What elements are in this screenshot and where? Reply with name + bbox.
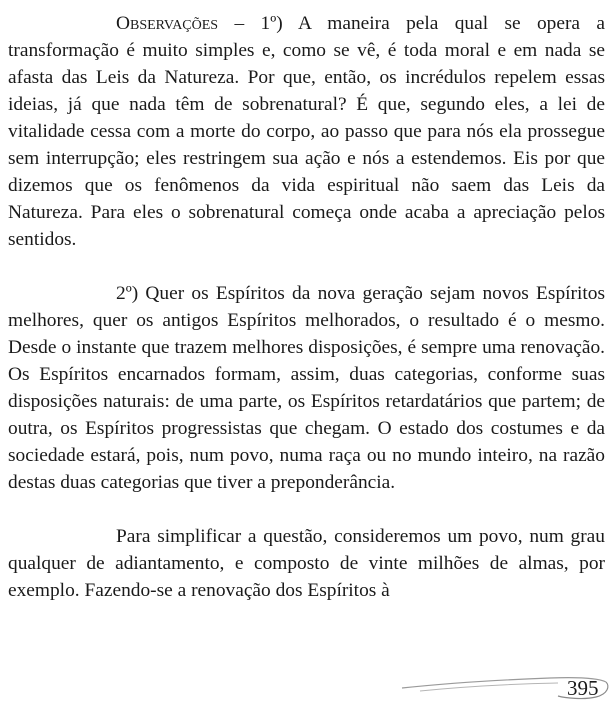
paragraph-lead-smallcaps: Observações	[116, 13, 219, 34]
paragraph-observacoes	[8, 10, 605, 253]
page-body	[8, 10, 605, 604]
paragraph-third: Para simplificar a questão, consideremos um povo, num grau qualquer de adiantamento, e composto de vinte milhões de almas, por exemplo. Fazendo-se a renovação dos Espíritos à	[8, 526, 605, 601]
paragraph-second: 2º) Quer os Espíritos da nova geração sejam novos Espíritos melhores, quer os antigos Espíritos melhorados, o resultado é o mesmo. Desde o instante que trazem melhores disposições, é sempre uma renovação. Os Espíritos encarnados formam, assim, duas categorias, conforme suas disposições naturais: de uma parte, os Espíritos retardatários que partem; de outra, os Espíritos progressistas que chegam. O estado dos costumes e da sociedade estará, pois, num povo, numa raça ou no mundo inteiro, na razão destas duas categorias que tiver a preponderância.	[8, 283, 605, 493]
page-footer	[0, 664, 611, 717]
page-number: 395	[567, 676, 599, 700]
paragraph-observacoes-text: – 1º) A maneira pela qual se opera a transformação é muito simples e, como se vê, é toda moral e em nada se afasta das Leis da Natureza. Por que, então, os incrédulos repelem essas ideias, já que nada têm de sobrenatural? É que, segundo eles, a lei de vitalidade cessa com a morte do corpo, ao passo que para nós ela prossegue sem interrupção; eles restringem sua ação e nós a estendemos. Eis por que dizemos que os fenômenos da vida espiritual não saem das Leis da Natureza. Para eles o sobrenatural começa onde acaba a apreciação pelos sentidos.	[8, 13, 605, 250]
